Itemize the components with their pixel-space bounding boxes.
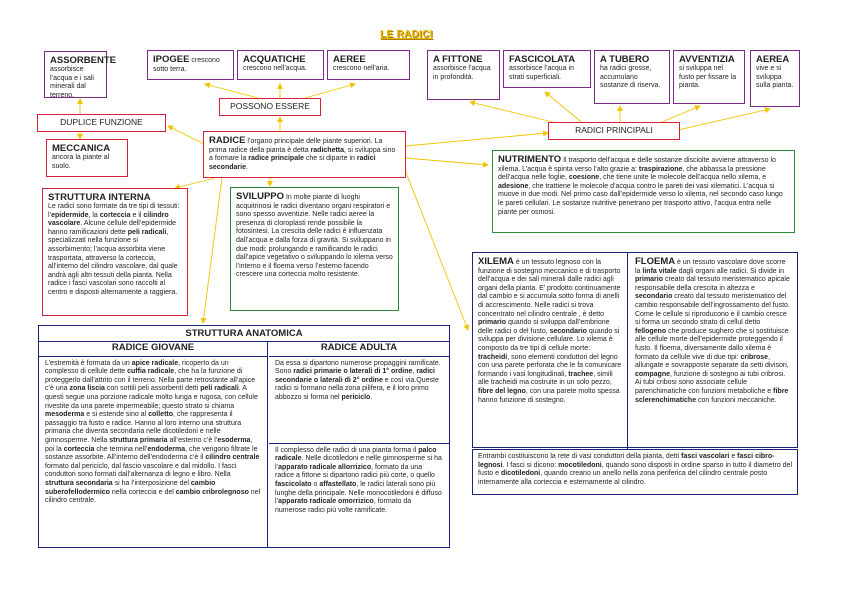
ipogee-title: IPOGEE (153, 54, 190, 65)
floema-bold-4: fellogeno (635, 327, 667, 335)
giovane-bold-1: apice radicale (131, 359, 179, 367)
struttura-interna-text-5: , specializzati nella funzione si assorbimento; l’acqua assorbita viene trasportata, attraverso la corteccia, all’interno del cilindro vascolare, dal quale andrà agli altri tessuti della pianta. Nella radice i fasci vascolari sono raccolti al centro e disposti alternamente a raggiera. (48, 228, 178, 296)
floema-bold-1: linfa vitale (642, 267, 677, 275)
radice-bold-1: radichetta (310, 146, 345, 154)
xilema-text-2: quando si sviluppa dall’embrione delle radici o del fusto, (478, 319, 610, 335)
aerea-title: AEREA (756, 54, 790, 65)
giovane-bold-4: peli radicali (200, 385, 239, 393)
a-fittone-title: A FITTONE (433, 54, 483, 65)
entrambi-text-5: , quando creano un anello nella zona periferica del cilindro centrale posto internamente alla corteccia e esternamente al cilindro. (478, 470, 768, 486)
radice-adulta-header: RADICE ADULTA (269, 342, 449, 357)
complesso-bold-1: palco radicale (275, 446, 437, 463)
radice-box (203, 131, 406, 178)
giovane-text-11: , che vengono filtrate le sostanze assorbite. All’interno dell’endoderma c’è il (45, 445, 258, 462)
nutrimento-box (492, 150, 795, 233)
struttura-interna-bold-4: peli radicali (127, 228, 167, 236)
a-fittone-box (427, 50, 500, 100)
radice-text-4: . (245, 163, 248, 171)
floema-text-8: con funzioni meccaniche. (696, 396, 777, 404)
floema-bold-2: primario (635, 276, 664, 284)
radice-adulta-column (269, 342, 449, 547)
xilema-bold-1: primario (478, 319, 507, 327)
giovane-bold-11: cilindro centrale (205, 454, 260, 462)
arrow-to-aerea (678, 109, 770, 130)
xilema-title: XILEMA (478, 256, 514, 267)
arrow-to-xilema (405, 170, 468, 330)
entrambi-bold-2: fasci cibro-legnosi (478, 453, 775, 469)
radice-title: RADICE (209, 135, 246, 146)
adulta-bold-2: radici secondarie o laterali di 2° ordine (275, 368, 435, 384)
giovane-bold-8: esoderma (217, 436, 251, 444)
adulta-text-4: . (370, 393, 373, 401)
adulta-text-2: , (412, 368, 417, 376)
xilema-floema-box (472, 252, 798, 448)
complesso-text-3: , formato da una radice a fittone si dipartono radici più corte, o quello (275, 463, 435, 480)
entrambi-text-4: , quando sono disposti in ordine sparso in tutto il diametro del fusto e (478, 461, 793, 478)
fascicolata-title: FASCICOLATA (509, 54, 576, 65)
giovane-text-4: con sottili peli assorbenti detti (104, 385, 201, 393)
struttura-interna-text-4: . Alcune cellule dell’epidermide hanno ramificazioni dette (48, 220, 177, 236)
giovane-text-12: formato dal periciclo, dal fascio vascolare e dal midollo. I fasci conduttori sono formati dall’alternanza di legno e libro. Nella (45, 462, 237, 479)
a-tubero-box (594, 50, 670, 104)
giovane-bold-7: struttura primaria (109, 436, 168, 444)
floema-text-1: è un tessuto vascolare dove scorre la (635, 259, 786, 275)
giovane-text-6: e si estende sino al (84, 411, 149, 419)
giovane-text-15: nel cilindro centrale. (45, 488, 261, 505)
radice-giovane-text (39, 357, 267, 509)
ipogee-box (147, 50, 234, 80)
avventizia-title: AVVENTIZIA (679, 54, 735, 65)
aerea-text: vive e si sviluppa sulla pianta. (756, 65, 794, 90)
giovane-text-14: nella corteccia e del (109, 488, 176, 496)
xilema-text-3: quando si sviluppa per divisione cellulare. Lo xilema è composto da tre tipi di cellule morte: (478, 327, 620, 352)
acquatiche-box (237, 50, 324, 80)
entrambi-bold-3: mocotiledoni (558, 461, 602, 469)
radice-giovane-header: RADICE GIOVANE (39, 342, 267, 357)
giovane-text-8: all’esterno c’è l’ (167, 436, 218, 444)
xilema-text-6: , con una parete molto spessa hanno funzione di sostegno. (478, 387, 620, 404)
aeree-box (327, 50, 410, 80)
floema-text-3: creato dal tessuto meristematico apicale responsabile della crescita in altezza e (635, 276, 790, 292)
struttura-interna-text-2: , la (88, 211, 100, 219)
a-fittone-text: assorbisce l’acqua in profondità. (433, 65, 491, 81)
complesso-text-6: , formato da numerose radici più volte ramificate. (275, 498, 412, 514)
sviluppo-title: SVILUPPO (236, 191, 285, 202)
radice-giovane-column (39, 342, 268, 547)
entrambi-text-1: Entrambi costituiscono la rete di vasi conduttori della pianta, detti (478, 453, 682, 460)
giovane-text-1: L’estremità è formata da un (45, 359, 132, 367)
arrow-to-duplice (168, 126, 204, 144)
nutrimento-text-1: Il trasporto dell’acqua e delle sostanze disciolte avviene attraverso lo xilema. L’acqua è spinta verso l’alto grazie a: (498, 157, 776, 173)
floema-bold-3: secondario (635, 293, 673, 301)
struttura-interna-title: STRUTTURA INTERNA (48, 192, 151, 203)
complesso-bold-2: apparato radicale allorrizico (278, 463, 372, 471)
complesso-bold-3: fascicolato (275, 480, 312, 488)
arrow-to-struttura-interna (175, 178, 215, 188)
struttura-interna-bold-1: epidermide (51, 211, 89, 219)
floema-bold-5: cribrose (740, 353, 769, 361)
radici-principali-label: RADICI PRINCIPALI (548, 122, 680, 140)
xilema-text-5: , simili alle tracheidi ma costruite in un solo pezzo, (478, 370, 613, 387)
assorbente-title: ASSORBENTE (50, 55, 116, 66)
giovane-bold-6: colletto (148, 411, 174, 419)
acquatiche-text: crescono nell’acqua. (243, 65, 307, 72)
giovane-text-7: , che rappresenta il passaggio tra fusto e radice. Hanno al loro interno una struttura primaria che diventa secondaria nelle dicotiledoni e nelle gimnosperme. Nella (45, 411, 242, 444)
entrambi-bold-1: fasci vascolari (681, 453, 730, 460)
sviluppo-box (230, 187, 399, 311)
radice-bold-3: radici secondarie (209, 155, 376, 171)
giovane-bold-2: cuffia radicale (127, 368, 175, 376)
radice-adulta-text (269, 357, 449, 443)
nutrimento-text-4: , che trattiene le molecole d’acqua contro le pareti dei vasi xilematici. L’acqua si muove in due modi. Nel primo caso dall’epidermide verso lo xilema, nel secondo caso lungo le pareti cellulari. Le sostanze nutritive penetrano per trasporto attivo, l’acqua entra nelle piante per osmosi. (498, 182, 783, 216)
entrambi-text-2: e (729, 453, 738, 460)
xilema-bold-3: tracheidi (478, 353, 508, 361)
possono-essere-label: POSSONO ESSERE (219, 98, 321, 116)
nutrimento-bold-1: traspirazione (638, 165, 683, 173)
radice-text-2: , si sviluppa sino a formare la (209, 146, 396, 163)
aeree-title: AEREE (333, 54, 366, 65)
acquatiche-title: ACQUATICHE (243, 54, 306, 65)
nutrimento-bold-3: adesione (498, 182, 529, 190)
complesso-bold-5: apparato radicale omorrizico (278, 498, 374, 506)
nutrimento-text-2: , che abbassa la pressione dell’acqua nelle foglie, (498, 165, 766, 182)
arrow-to-nutrimento (405, 158, 488, 165)
radice-text-3: che si diparte in (303, 155, 357, 163)
duplice-funzione-label: DUPLICE FUNZIONE (37, 114, 166, 132)
struttura-interna-bold-3: cilindro vascolare (48, 211, 169, 228)
entrambi-bold-4: dicotiledoni (500, 470, 541, 478)
entrambi-box (472, 449, 798, 495)
giovane-bold-12: struttura secondaria (45, 479, 113, 487)
adulta-bold-3: periciclo (341, 393, 371, 401)
floema-text-7: , funzione di sostegno ai tubi cribrosi. Ai tubi cribosi sono associate cellule parenchimatiche con funzioni metaboliche e (635, 370, 786, 395)
arrow-to-anatomica (203, 178, 222, 323)
arrow-to-fascicolata (545, 92, 585, 125)
radice-bold-2: radice principale (248, 155, 304, 163)
nutrimento-bold-2: coesione (568, 174, 600, 182)
fascicolata-text: assorbisce l’acqua in strati superficiali. (509, 65, 574, 81)
floema-text-5: che produce sughero che si sostituisce alle cellule morte dell’epidermide proteggendo il fusto. Il floema, diversamente dallo xilema è formato da cellule vive di due tipi: (635, 327, 789, 361)
nutrimento-text-3: , che tiene unite le molecole dell’acqua nello xilema, e (599, 174, 767, 182)
floema-title: FLOEMA (635, 256, 676, 267)
fascicolata-box (503, 50, 591, 88)
radice-text-1: l’organo principale delle piante superiori. La prima radice della pianta è detta (209, 138, 383, 154)
complesso-text-4: o (311, 480, 320, 488)
struttura-anatomica-box (38, 325, 450, 548)
a-tubero-title: A TUBERO (600, 54, 650, 65)
struttura-interna-bold-2: corteccia (99, 211, 131, 219)
giovane-bold-13: cambio suberofellodermico (45, 479, 216, 496)
xilema-bold-2: secondario (549, 327, 587, 335)
complesso-text-1: Il complesso delle radici di una pianta forma il (275, 446, 419, 454)
assorbente-box (44, 51, 116, 99)
palco-radicale-text (269, 443, 449, 519)
assorbente-text: assorbisce l’acqua e i sali minerali dal terreno. (50, 66, 94, 99)
arrow-to-ipogee (205, 84, 258, 98)
floema-text-2: dagli organi alle radici. Si divide in (676, 267, 785, 275)
giovane-bold-9: corteccia (63, 445, 95, 453)
floema-column (630, 253, 797, 449)
page-title: LE RADICI (380, 29, 433, 40)
giovane-text-3: , che ha la funzione di proteggerlo dall’attrito con il terreno. Nella parte retrostante all’apice c’è una (45, 368, 256, 393)
complesso-bold-4: affastellato (319, 480, 357, 488)
giovane-text-2: , ricoperto da un complesso di cellule dette (45, 359, 229, 376)
adulta-text-1: Da essa si dipartono numerose propaggini ramificate. Sono (275, 359, 441, 376)
a-tubero-text: ha radici grosse, accumulano sostanze di riserva. (600, 65, 661, 90)
sviluppo-text: In molte piante di luoghi acquitrinosi le radici diventano organi respiratori e sono spesso avventizie. Nelle radici aeree la presenza di cloroplasti rende possibile la fotosintesi. La crescita delle radici è influenzata dall’acqua e dalla forza di gravità. Si sviluppano in due modi: prolungando e ramificando le radici dall’apice vegetativo o sviluppando lo xilema verso l’interno e il floema verso l’esterno facendo crescere una corteccia molto resistente. (236, 194, 393, 279)
adulta-bold-1: radici primarie o laterali di 1° ordine (293, 368, 413, 376)
arrow-to-radici-principali (405, 133, 548, 146)
meccanica-text: ancora la piante al suolo. (52, 154, 110, 170)
giovane-bold-10: endoderma (147, 445, 186, 453)
giovane-text-9: , poi la (45, 436, 253, 453)
giovane-bold-14: cambio cribrolegnoso (175, 488, 249, 496)
adulta-text-3: e così via.Queste radici si formano nella zona pilifera, e il loro primo abbozzo si forma nel (275, 376, 439, 401)
meccanica-title: MECCANICA (52, 143, 111, 154)
arrow-to-aeree (305, 84, 355, 98)
xilema-text-4: , sono elementi conduttori del legno con una parete perforata che le fa comunicare formando i vasi longitudinali, (478, 353, 622, 378)
giovane-text-13: si ha l’interposizione del (112, 479, 191, 487)
giovane-bold-3: zona liscia (69, 385, 105, 393)
struttura-interna-text-1: Le radici sono formate da tre tipi di tessuti: l’ (48, 203, 180, 219)
entrambi-text-3: . I fasci si dicono: (502, 461, 559, 469)
xilema-text-1: è un tessuto legnoso con la funzione di sostegno meccanico e di trasporto dell’acqua e dei sali minerali dalle radici agli organi della pianta. E’ prodotto continuamente dal cambio e si accumula sotto forma di anelli di accrescimento. Nelle radici si trova concentrato nel cilindro centrale , è detto (478, 259, 621, 318)
giovane-text-5: . A questi segue una porzione radicale molto lunga e rugosa, con cellule rivestite da una parete impermeabile; questo strato si chiama (45, 385, 258, 410)
meccanica-box (46, 139, 128, 177)
floema-bold-7: fibre sclerenchimatiche (635, 387, 789, 404)
complesso-text-2: . Nelle dicotiledoni e nelle gimnosperme si ha l’ (275, 455, 442, 471)
xilema-bold-5: fibre del legno (478, 387, 526, 395)
avventizia-box (673, 50, 745, 104)
xilema-bold-4: trachee (568, 370, 594, 378)
avventizia-text: si sviluppa nel fusto per fissare la pianta. (679, 65, 737, 90)
aeree-text: crescono nell’aria. (333, 65, 390, 72)
giovane-bold-5: mesoderma (45, 411, 85, 419)
struttura-interna-box (42, 188, 188, 316)
floema-text-4: creato dal tessuto meristematico del cambio responsabile dell’ingrossamento del fusto. Come le cellule si riproducono e il cambio cresce si forma un secondo strato di cellul detto (635, 293, 790, 327)
struttura-anatomica-title: STRUTTURA ANATOMICA (39, 326, 449, 342)
complesso-text-5: , le radici laterali sono più lunghe della principale. Nelle monocotiledoni è diffuso l’ (275, 480, 442, 506)
struttura-interna-text-3: e il (130, 211, 144, 219)
xilema-column (473, 253, 628, 449)
aerea-box (750, 50, 800, 107)
floema-text-6: , allungate e sovrapposte separate da setti divisori, (635, 353, 789, 370)
nutrimento-title: NUTRIMENTO (498, 154, 562, 165)
ipogee-text: crescono sotto terra. (153, 57, 220, 73)
giovane-text-10: che termina nell’ (94, 445, 148, 453)
floema-bold-6: compagne (635, 370, 671, 378)
